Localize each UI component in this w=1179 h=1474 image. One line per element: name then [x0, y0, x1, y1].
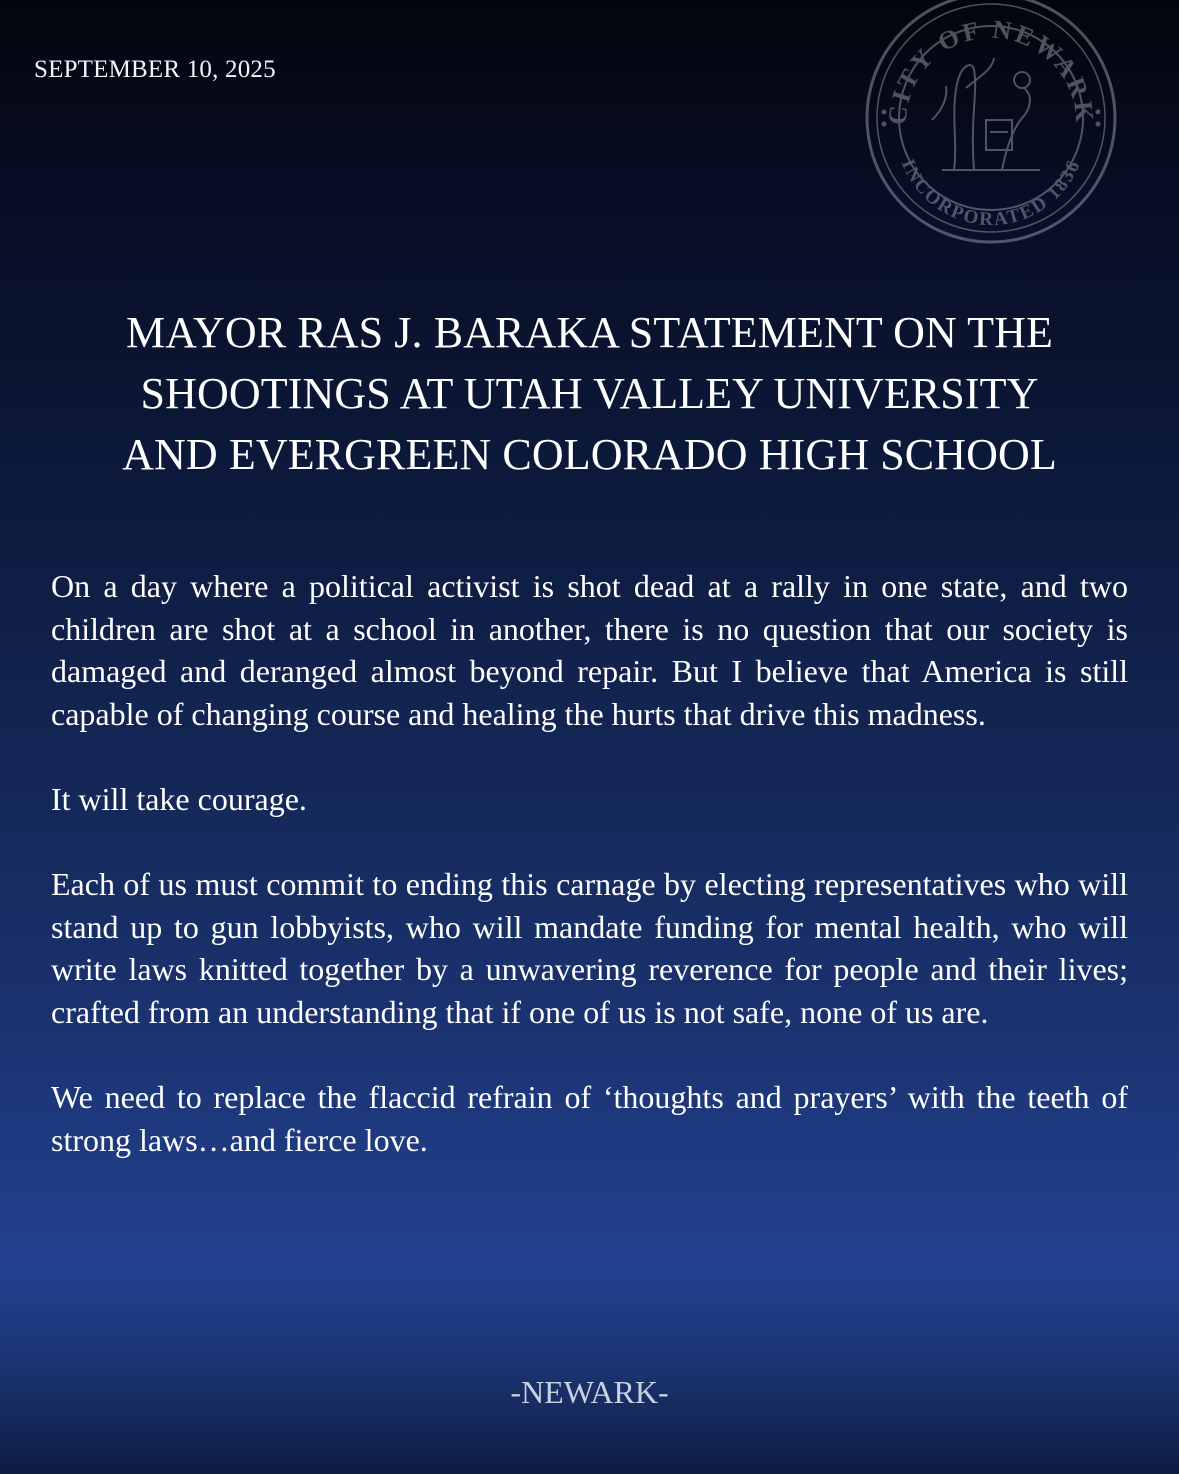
city-seal-logo	[862, 0, 1120, 246]
statement-paragraph: Each of us must commit to ending this carnage by electing representatives who will stand up to gun lobbyists, who will mandate funding for mental health, who will write laws knitted together by a unwavering reverence for people and their lives; crafted from an understanding that if one of us is not safe, none of us are.	[51, 866, 1128, 1030]
headline-line: AND EVERGREEN COLORADO HIGH SCHOOL	[122, 430, 1057, 479]
statement-paragraph: It will take courage.	[51, 780, 307, 817]
sign-off: -NEWARK-	[510, 1374, 669, 1410]
statement-headline	[20, 302, 1159, 485]
statement-body	[51, 565, 1128, 1204]
statement-paragraph: We need to replace the flaccid refrain of ‘thoughts and prayers’ with the teeth of strong laws…and fierce love.	[51, 1079, 1128, 1158]
seal-top-text: CITY OF NEWARK	[882, 14, 1100, 127]
statement-paragraph: On a day where a political activist is shot dead at a rally in one state, and two children are shot at a school in another, there is no question that our society is damaged and deranged almost beyond repair. But I believe that America is still capable of changing course and healing the hurts that drive this madness.	[51, 568, 1128, 732]
headline-line: MAYOR RAS J. BARAKA STATEMENT ON THE	[125, 308, 1054, 357]
publish-date: SEPTEMBER 10, 2025	[34, 56, 276, 83]
seal-emblem-icon	[932, 58, 1040, 170]
headline-line: SHOOTINGS AT UTAH VALLEY UNIVERSITY	[140, 369, 1039, 418]
svg-text:CITY OF NEWARK	[882, 15, 1099, 127]
svg-text:INCORPORATED 1836	[897, 156, 1085, 230]
seal-bottom-text: INCORPORATED 1836	[897, 156, 1086, 231]
